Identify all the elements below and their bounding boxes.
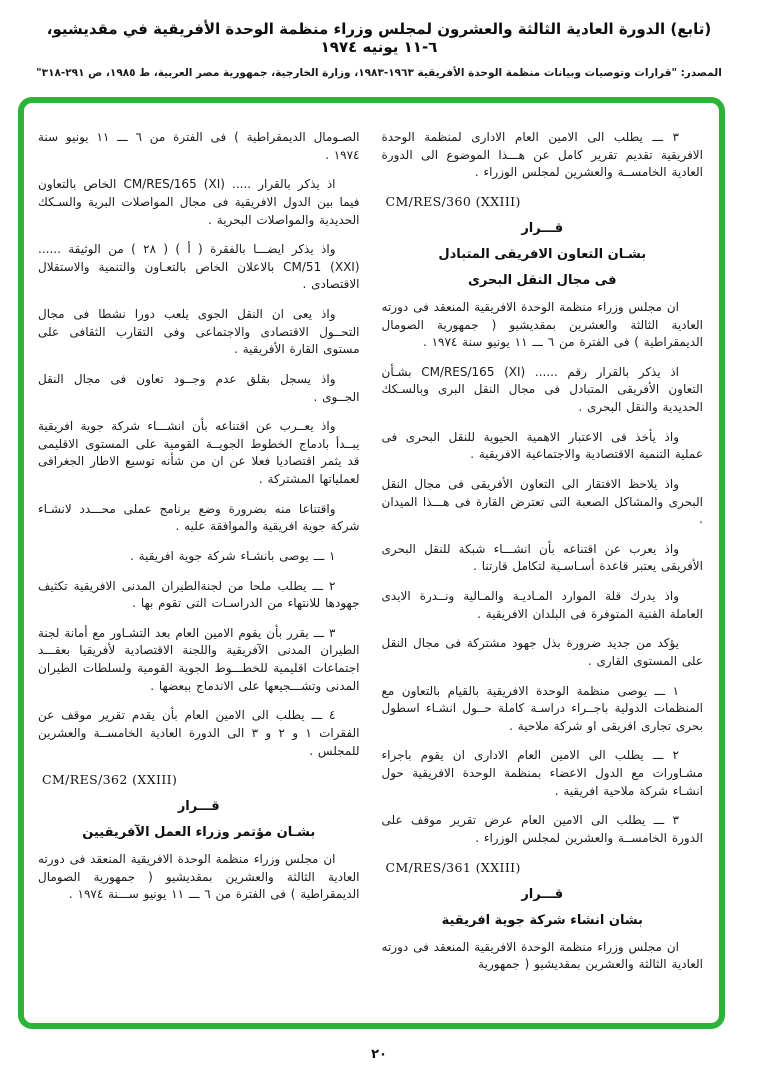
paragraph: واذ يسجل بقلق عدم وجــود تعاون فى مجال النقل الجــوى . (38, 371, 360, 404)
document-footer (0, 1043, 758, 1062)
paragraph: ١ ـــ يوصى بانشـاء شركة جوية افريقية . (130, 548, 336, 563)
document-header (0, 20, 758, 79)
paragraph: يؤكد من جديد ضرورة بذل جهود مشتركة فى مجال النقل على المستوى القارى . (381, 636, 703, 668)
paragraph: ٢ ـــ يطلب الى الامين العام الادارى ان يقوم باجراء مشـاورات مع الدول الاعضاء بمنظمة الوحدة الافريقية حول انشـاء شركة ملاحية افريقية . (381, 748, 703, 798)
paragraph: ٣ ـــ يطلب الى الامين العام الادارى لمنظمة الوحدة الافريقية تقديم تقرير كامل عن هـــذا الموضوع الى الدورة العادية الخامســة والعشرين لمجلس الوزراء . (381, 130, 703, 180)
paragraph: ٤ ـــ يطلب الى الامين العام بأن يقدم تقرير موقف عن الفقرات ١ و ٢ و ٣ الى الدورة العادية الخامســة والعشرين للمجلس . (38, 708, 360, 758)
paragraph: ٢ ـــ يطلب ملحا من لجنةالطيران المدنى الافريقية تكثيف جهودها للانتهاء من الدراسـات التى تقوم بها . (38, 578, 360, 611)
paragraph: واذ يعى ان النقل الجوى يلعب دورا نشطا فى مجال التحــول الاقتصادى والاجتماعى وفى التقارب الثقافى على مستوى القارة الأفريقية . (38, 307, 360, 357)
paragraph: ٣ ـــ يقرر بأن يقوم الامين العام بعد التشـاور مع أمانة لجنة الطيران المدنى الآفريقية واللجنة الاقتصادية لأفريقيا بعقـــد اجتماعات اقليمية للخطـــوط الجوية القومية ولسلطات الطيران المدنى وتشـــجيعها على الاندماج ببعضها . (38, 625, 360, 693)
resolution-heading: قـــرار (521, 220, 564, 236)
paragraph: اذ يذكر بالقرار ..... ‎CM/RES/165 (XI)‎ الخاص بالتعاون فيما بين الدول الافريقية فى مجال المواصلات البرية والسـكك الحديدية والمواصلات البحرية . (38, 177, 360, 227)
resolution-subject: بشان انشاء شركة جوية افريقية (441, 912, 643, 928)
paragraph: واقتناعا منه بضرورة وضع برنامج عملى محـــدد لانشـاء شركة جوية افريقية والموافقة عليه . (38, 501, 360, 534)
resolution-ref: CM/RES/362 (XXIII) (42, 772, 178, 788)
resolution-subject: بشـان التعاون الافريقى المتبادل (438, 246, 647, 262)
document-frame (18, 97, 725, 1029)
paragraph: ان مجلس وزراء منظمة الوحدة الافريقية المنعقد فى دورته العادية الثالثة والعشرين بمقديشيو ( جمهورية الصومال الديمقراطية ) فى الفترة من ٦ ـــ ١١ يونيو ســـنة ١٩٧٤ . (38, 852, 360, 902)
resolution-ref: CM/RES/361 (XXIII) (385, 859, 521, 875)
paragraph: واذ يأخذ فى الاعتبار الاهمية الحيوية للنقل البحرى فى عملية التنمية الاقتصادية والاجتماعية الافريقية . (381, 429, 703, 462)
document-source: المصدر: "قرارات وتوصيات وبيانات منظمة الوحدة الأفريقية ١٩٦٣-١٩٨٣، وزارة الخارجية، جمهورية مصر العربية، ط ١٩٨٥، ص ٢٩١-٣١٨" (36, 67, 722, 79)
paragraph-continuation: الصـومال الديمقراطية ) فى الفترة من ٦ ـــ ١١ يونيو سنة ١٩٧٤ . (38, 130, 360, 162)
paragraph: واذ يعرب عن اقتناعه بأن انشـــاء شبكة للنقل البحرى الأفريقى يعتبر قاعدة أسـاسـية لتكامل قارتنا . (381, 541, 703, 574)
paragraph: واذ يعــرب عن اقتناعه بأن انشـــاء شركة جوية افريقية يبــدأ بادماج الخطوط الجويــة القومية على المستوى الاقليمى قد يثمر اقتصاديا فعلا عن ان من شأنه توسيع الاطار الجغرافى لعملياتها المشتركة . (38, 419, 360, 486)
paragraph: ٣ ـــ يطلب الى الامين العام عرض تقرير موقف على الدورة الخامســة والعشرين لمجلس الوزراء . (381, 813, 703, 845)
column-left (38, 129, 360, 1015)
paragraph: واذ يلاحظ الافتقار الى التعاون الأفريقى فى مجال النقل البحرى والمشاكل الصعبة التى تعترض القارة فى هـــذا الميدان . (381, 476, 703, 527)
page-number: ٢٠ (371, 1047, 387, 1062)
resolution-heading: قـــرار (521, 886, 564, 902)
paragraph: اذ يذكر بالقرار رقم ...... ‎CM/RES/165 (XI)‎ بشـأن التعاون الأفريقى المتبادل فى مجال النقل البرى وبالسـكك الحديدية والنقل البحرى . (381, 364, 703, 414)
paragraph: ١ ـــ يوصى منظمة الوحدة الافريقية بالقيام بالتعاون مع المنظمات الدولية باجــراء دراسـة كاملة حــول انشـاء اسطول بحرى تجارى افريقى او شركة ملاحية . (381, 683, 703, 733)
paragraph: ان مجلس وزراء منظمة الوحدة الافريقية المنعقد فى دورته العادية الثالثة والعشرين بمقديشيو ( جمهورية الصومال الديمقراطية ) فى الفترة من ٦ ـــ ١١ يونيو سنة ١٩٧٤ . (381, 299, 703, 350)
resolution-subject: بشـان مؤتمر وزراء العمل الآفريقيين (82, 825, 316, 841)
column-right (382, 129, 704, 1015)
document-title: (تابع) الدورة العادية الثالثة والعشرون لمجلس وزراء منظمة الوحدة الأفريقية في مقديشيو، ٦-١١ يونيه ١٩٧٤ (46, 20, 712, 56)
paragraph: واذ يدرك قلة الموارد المـاديـة والمـالية ونــدرة الايدى العاملة الفنية المتوفرة فى البلدان الافريقية . (381, 589, 703, 621)
resolution-ref: CM/RES/360 (XXIII) (385, 193, 521, 209)
paragraph: ان مجلس وزراء منظمة الوحدة الافريقية المنعقد فى دورته العادية الثالثة والعشرين بمقديشيو ( جمهورية (381, 939, 703, 972)
resolution-heading: قـــرار (177, 799, 220, 815)
paragraph: واذ يذكر ايضـــا بالفقرة ( أ ) ( ٢٨ ) من الوثيقة ...... ‎CM/51 (XXI)‎ بالاعلان الخاص بالتعـاون والتنمية والاستقلال الاقتصادى . (38, 242, 360, 292)
resolution-subject: فى مجال النقل البحرى (468, 272, 617, 288)
